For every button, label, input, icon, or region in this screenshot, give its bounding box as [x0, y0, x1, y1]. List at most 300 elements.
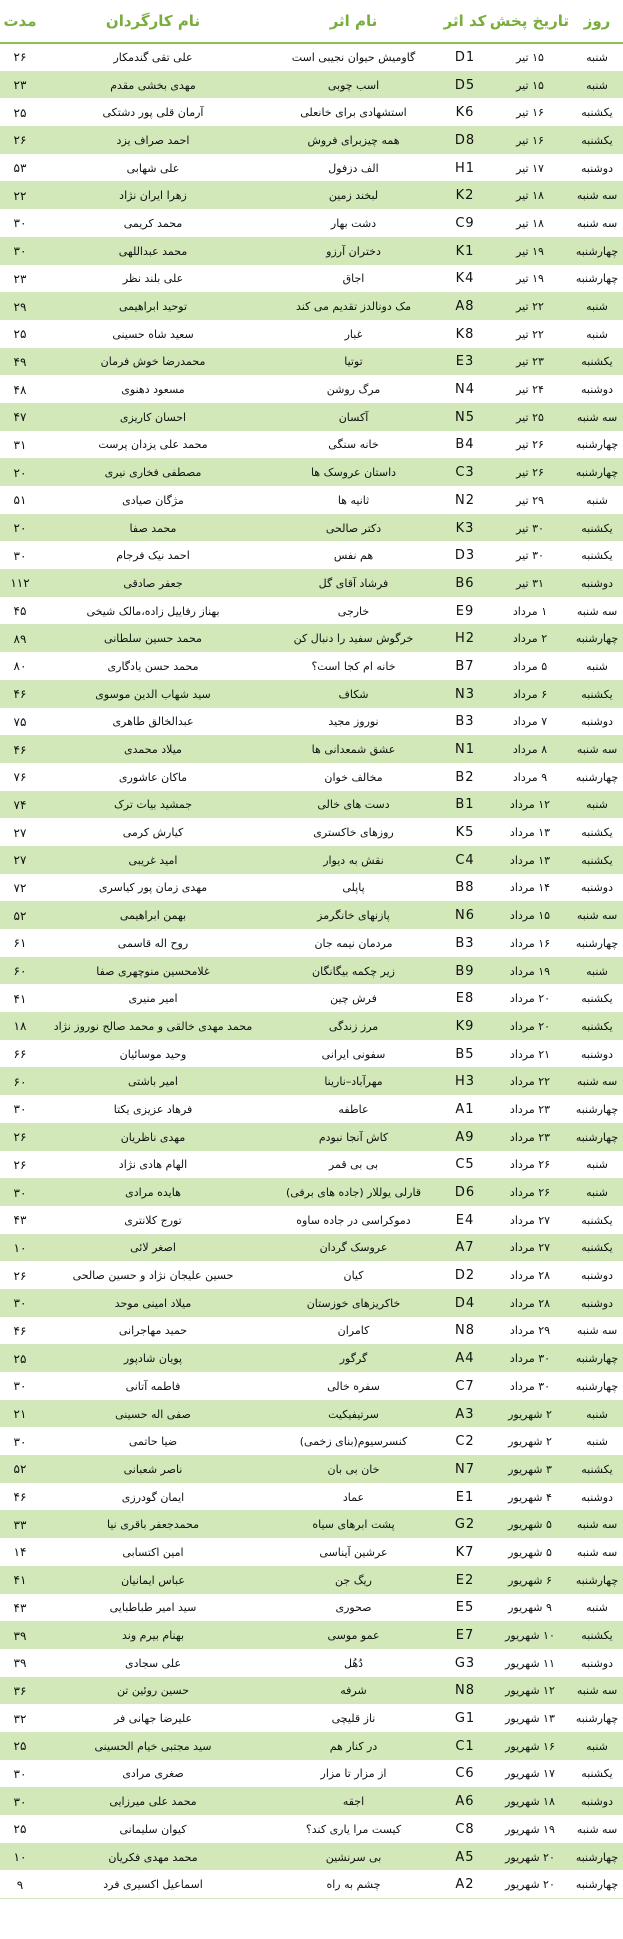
cell-work-title: ناز قلیچی	[266, 1705, 441, 1733]
cell-director: مهدی بخشی مقدم	[40, 71, 266, 99]
cell-day: شنبه	[571, 1151, 623, 1179]
cell-work-code: A5	[441, 1843, 489, 1871]
cell-day: یکشنبه	[571, 1456, 623, 1484]
cell-work-title: کاش آنجا نبودم	[266, 1123, 441, 1151]
table-row	[0, 71, 623, 99]
cell-duration: ۲۶	[0, 43, 40, 71]
cell-director: غلامحسین منوچهری صفا	[40, 957, 266, 985]
cell-work-title: کیست مرا یاری کند؟	[266, 1816, 441, 1844]
cell-day: یکشنبه	[571, 1622, 623, 1650]
cell-broadcast-date: ۴ شهریور	[489, 1483, 571, 1511]
cell-day: شنبه	[571, 1400, 623, 1428]
cell-day: شنبه	[571, 1428, 623, 1456]
cell-day: سه شنبه	[571, 1068, 623, 1096]
cell-work-code: G3	[441, 1649, 489, 1677]
table-row	[0, 293, 623, 321]
table-row	[0, 1511, 623, 1539]
cell-director: محمدجعفر باقری نیا	[40, 1511, 266, 1539]
cell-work-title: پشت ابرهای سیاه	[266, 1511, 441, 1539]
cell-work-code: N8	[441, 1677, 489, 1705]
cell-director: محمد علی یزدان پرست	[40, 431, 266, 459]
cell-broadcast-date: ۱۶ تیر	[489, 127, 571, 155]
cell-work-code: E1	[441, 1483, 489, 1511]
cell-day: شنبه	[571, 320, 623, 348]
cell-duration: ۳۰	[0, 542, 40, 570]
cell-work-code: N2	[441, 487, 489, 515]
cell-director: حسین علیجان نژاد و حسین صالحی	[40, 1262, 266, 1290]
cell-director: امین اکتسابی	[40, 1539, 266, 1567]
cell-work-title: عماد	[266, 1483, 441, 1511]
table-row	[0, 514, 623, 542]
table-row	[0, 930, 623, 958]
cell-work-title: نوروز مجید	[266, 708, 441, 736]
cell-broadcast-date: ۱۹ شهریور	[489, 1816, 571, 1844]
cell-work-title: همه چیزبرای فروش	[266, 127, 441, 155]
table-row	[0, 1123, 623, 1151]
table-row	[0, 1317, 623, 1345]
cell-work-code: G2	[441, 1511, 489, 1539]
cell-duration: ۷۶	[0, 763, 40, 791]
cell-work-title: لبخند زمین	[266, 182, 441, 210]
cell-director: عباس ایمانیان	[40, 1566, 266, 1594]
cell-day: یکشنبه	[571, 846, 623, 874]
cell-day: یکشنبه	[571, 819, 623, 847]
cell-work-code: C4	[441, 846, 489, 874]
cell-duration: ۴۱	[0, 1566, 40, 1594]
cell-work-title: الف دزفول	[266, 154, 441, 182]
cell-work-code: B6	[441, 570, 489, 598]
cell-duration: ۲۵	[0, 1345, 40, 1373]
cell-director: علی شهابی	[40, 154, 266, 182]
cell-broadcast-date: ۱۹ تیر	[489, 265, 571, 293]
table-row	[0, 902, 623, 930]
cell-director: میلاد محمدی	[40, 736, 266, 764]
cell-work-code: B1	[441, 791, 489, 819]
cell-director: صغری مرادی	[40, 1760, 266, 1788]
cell-work-title: دموکراسی در جاده ساوه	[266, 1206, 441, 1234]
cell-director: میلاد امینی موحد	[40, 1289, 266, 1317]
table-row	[0, 708, 623, 736]
cell-director: سعید شاه حسینی	[40, 320, 266, 348]
cell-day: دوشنبه	[571, 1483, 623, 1511]
cell-work-code: N4	[441, 376, 489, 404]
cell-broadcast-date: ۲۳ مرداد	[489, 1123, 571, 1151]
table-row	[0, 265, 623, 293]
table-row	[0, 1539, 623, 1567]
cell-duration: ۲۱	[0, 1400, 40, 1428]
cell-work-title: مهرآباد–نارینا	[266, 1068, 441, 1096]
cell-duration: ۲۳	[0, 265, 40, 293]
cell-work-code: C3	[441, 459, 489, 487]
cell-broadcast-date: ۲ شهریور	[489, 1400, 571, 1428]
cell-work-title: ثانیه ها	[266, 487, 441, 515]
cell-work-code: C7	[441, 1373, 489, 1401]
cell-work-code: K9	[441, 1013, 489, 1041]
cell-work-code: N3	[441, 680, 489, 708]
cell-day: چهارشنبه	[571, 1123, 623, 1151]
cell-broadcast-date: ۲۷ مرداد	[489, 1234, 571, 1262]
table-row	[0, 1705, 623, 1733]
table-row	[0, 1096, 623, 1124]
cell-work-code: K5	[441, 819, 489, 847]
cell-work-title: عشق شمعدانی ها	[266, 736, 441, 764]
cell-work-code: B4	[441, 431, 489, 459]
cell-director: سید شهاب الدین موسوی	[40, 680, 266, 708]
table-row	[0, 487, 623, 515]
cell-work-title: گرگور	[266, 1345, 441, 1373]
cell-day: سه شنبه	[571, 182, 623, 210]
cell-director: محمد حسین سلطانی	[40, 625, 266, 653]
cell-day: چهارشنبه	[571, 930, 623, 958]
table-row	[0, 791, 623, 819]
table-row	[0, 625, 623, 653]
cell-director: حمید مهاجرانی	[40, 1317, 266, 1345]
cell-duration: ۴۵	[0, 597, 40, 625]
cell-broadcast-date: ۹ مرداد	[489, 763, 571, 791]
cell-work-title: عروسک گردان	[266, 1234, 441, 1262]
cell-duration: ۳۰	[0, 237, 40, 265]
cell-director: فرهاد عزیزی یکتا	[40, 1096, 266, 1124]
cell-duration: ۴۶	[0, 680, 40, 708]
cell-work-code: E9	[441, 597, 489, 625]
cell-day: یکشنبه	[571, 985, 623, 1013]
cell-director: محمدرضا خوش فرمان	[40, 348, 266, 376]
cell-director: عبدالخالق طاهری	[40, 708, 266, 736]
cell-duration: ۳۰	[0, 1428, 40, 1456]
cell-work-title: مک دونالدز تقدیم می کند	[266, 293, 441, 321]
cell-work-code: A4	[441, 1345, 489, 1373]
cell-work-code: D2	[441, 1262, 489, 1290]
cell-broadcast-date: ۳۰ تیر	[489, 514, 571, 542]
cell-broadcast-date: ۱۸ شهریور	[489, 1788, 571, 1816]
table-row	[0, 320, 623, 348]
cell-broadcast-date: ۱۳ مرداد	[489, 819, 571, 847]
cell-broadcast-date: ۱ مرداد	[489, 597, 571, 625]
table-row	[0, 1262, 623, 1290]
cell-director: علی تقی گندمکار	[40, 43, 266, 71]
cell-duration: ۳۰	[0, 1289, 40, 1317]
cell-work-code: E7	[441, 1622, 489, 1650]
table-row	[0, 154, 623, 182]
cell-director: کیارش کرمی	[40, 819, 266, 847]
cell-work-title: غبار	[266, 320, 441, 348]
cell-work-title: سفونی ایرانی	[266, 1040, 441, 1068]
table-row	[0, 376, 623, 404]
cell-director: امیر منیری	[40, 985, 266, 1013]
cell-broadcast-date: ۲۶ تیر	[489, 459, 571, 487]
cell-broadcast-date: ۲۳ مرداد	[489, 1096, 571, 1124]
cell-director: امیر باشتی	[40, 1068, 266, 1096]
table-row	[0, 1677, 623, 1705]
cell-work-title: خاکریزهای خوزستان	[266, 1289, 441, 1317]
table-row	[0, 1206, 623, 1234]
header-day: روز	[571, 0, 623, 43]
table-row	[0, 542, 623, 570]
cell-duration: ۴۷	[0, 403, 40, 431]
header-row	[0, 0, 623, 43]
cell-broadcast-date: ۱۸ تیر	[489, 210, 571, 238]
cell-duration: ۶۱	[0, 930, 40, 958]
table-row	[0, 1594, 623, 1622]
cell-director: علی بلند نظر	[40, 265, 266, 293]
cell-day: چهارشنبه	[571, 1566, 623, 1594]
cell-duration: ۳۶	[0, 1677, 40, 1705]
cell-work-code: A2	[441, 1871, 489, 1899]
cell-day: چهارشنبه	[571, 625, 623, 653]
cell-work-code: D8	[441, 127, 489, 155]
table-row	[0, 1234, 623, 1262]
cell-work-code: B3	[441, 930, 489, 958]
cell-duration: ۳۰	[0, 1760, 40, 1788]
cell-work-title: شکاف	[266, 680, 441, 708]
table-row	[0, 846, 623, 874]
cell-broadcast-date: ۳۰ تیر	[489, 542, 571, 570]
table-row	[0, 459, 623, 487]
cell-duration: ۴۳	[0, 1206, 40, 1234]
table-row	[0, 1151, 623, 1179]
cell-broadcast-date: ۵ مرداد	[489, 653, 571, 681]
cell-work-title: دشت بهار	[266, 210, 441, 238]
table-row	[0, 1400, 623, 1428]
cell-duration: ۴۶	[0, 1317, 40, 1345]
cell-broadcast-date: ۹ شهریور	[489, 1594, 571, 1622]
cell-broadcast-date: ۱۲ شهریور	[489, 1677, 571, 1705]
header-duration: مدت	[0, 0, 40, 43]
cell-broadcast-date: ۳۰ مرداد	[489, 1373, 571, 1401]
cell-work-title: دکتر صالحی	[266, 514, 441, 542]
cell-broadcast-date: ۱۲ مرداد	[489, 791, 571, 819]
cell-director: اصغر لائی	[40, 1234, 266, 1262]
cell-broadcast-date: ۲۶ مرداد	[489, 1151, 571, 1179]
cell-broadcast-date: ۱۶ شهریور	[489, 1732, 571, 1760]
cell-day: شنبه	[571, 293, 623, 321]
cell-duration: ۳۹	[0, 1649, 40, 1677]
cell-work-code: K7	[441, 1539, 489, 1567]
cell-broadcast-date: ۳۰ مرداد	[489, 1345, 571, 1373]
cell-day: یکشنبه	[571, 1760, 623, 1788]
header-work-title: نام اثر	[266, 0, 441, 43]
cell-day: شنبه	[571, 957, 623, 985]
cell-work-title: نقش به دیوار	[266, 846, 441, 874]
cell-work-code: H3	[441, 1068, 489, 1096]
cell-work-code: E5	[441, 1594, 489, 1622]
cell-work-title: عمو موسی	[266, 1622, 441, 1650]
cell-work-title: گاومیش حیوان نجیبی است	[266, 43, 441, 71]
cell-director: بهنام بیرم وند	[40, 1622, 266, 1650]
cell-broadcast-date: ۲۰ مرداد	[489, 985, 571, 1013]
cell-director: سید مجتبی خیام الحسینی	[40, 1732, 266, 1760]
cell-work-title: فرشاد آقای گل	[266, 570, 441, 598]
cell-broadcast-date: ۱۹ مرداد	[489, 957, 571, 985]
cell-work-code: D3	[441, 542, 489, 570]
cell-duration: ۵۳	[0, 154, 40, 182]
cell-duration: ۳۲	[0, 1705, 40, 1733]
table-row	[0, 1345, 623, 1373]
cell-duration: ۴۱	[0, 985, 40, 1013]
cell-director: توحید ابراهیمی	[40, 293, 266, 321]
table-row	[0, 763, 623, 791]
cell-work-title: روزهای خاکستری	[266, 819, 441, 847]
cell-broadcast-date: ۲۷ مرداد	[489, 1206, 571, 1234]
cell-work-title: داستان عروسک ها	[266, 459, 441, 487]
cell-day: چهارشنبه	[571, 763, 623, 791]
cell-broadcast-date: ۱۶ تیر	[489, 99, 571, 127]
cell-director: ضیا حاتمی	[40, 1428, 266, 1456]
cell-broadcast-date: ۱۹ تیر	[489, 237, 571, 265]
cell-duration: ۷۲	[0, 874, 40, 902]
cell-director: ایمان گودرزی	[40, 1483, 266, 1511]
cell-duration: ۳۰	[0, 1373, 40, 1401]
cell-duration: ۲۰	[0, 514, 40, 542]
cell-day: یکشنبه	[571, 514, 623, 542]
cell-director: محمد عبداللهی	[40, 237, 266, 265]
table-row	[0, 1040, 623, 1068]
cell-day: چهارشنبه	[571, 265, 623, 293]
cell-work-code: D5	[441, 71, 489, 99]
cell-day: چهارشنبه	[571, 1705, 623, 1733]
cell-work-title: دُهُل	[266, 1649, 441, 1677]
cell-duration: ۱۰	[0, 1234, 40, 1262]
cell-director: علیرضا جهانی فر	[40, 1705, 266, 1733]
cell-broadcast-date: ۳ شهریور	[489, 1456, 571, 1484]
cell-work-code: N1	[441, 736, 489, 764]
cell-duration: ۳۰	[0, 1788, 40, 1816]
cell-day: شنبه	[571, 1179, 623, 1207]
header-broadcast-date: تاریخ پخش	[489, 0, 571, 43]
cell-day: سه شنبه	[571, 1511, 623, 1539]
table-row	[0, 1456, 623, 1484]
cell-day: یکشنبه	[571, 542, 623, 570]
cell-director: جمشید بیات ترک	[40, 791, 266, 819]
cell-director: سید امیر طباطبایی	[40, 1594, 266, 1622]
cell-work-title: چشم به راه	[266, 1871, 441, 1899]
cell-director: مصطفی فخاری نیری	[40, 459, 266, 487]
cell-day: چهارشنبه	[571, 431, 623, 459]
cell-day: شنبه	[571, 791, 623, 819]
table-row	[0, 237, 623, 265]
cell-work-title: آکسان	[266, 403, 441, 431]
cell-day: چهارشنبه	[571, 459, 623, 487]
cell-work-title: خانه ام کجا است؟	[266, 653, 441, 681]
cell-broadcast-date: ۲۸ مرداد	[489, 1262, 571, 1290]
cell-duration: ۵۲	[0, 902, 40, 930]
cell-work-code: K8	[441, 320, 489, 348]
cell-duration: ۲۶	[0, 127, 40, 155]
cell-director: زهرا ایران نژاد	[40, 182, 266, 210]
cell-work-title: بی بی قمر	[266, 1151, 441, 1179]
cell-duration: ۴۶	[0, 1483, 40, 1511]
cell-work-title: دختران آرزو	[266, 237, 441, 265]
cell-day: چهارشنبه	[571, 237, 623, 265]
cell-day: سه شنبه	[571, 1677, 623, 1705]
cell-broadcast-date: ۱۰ شهریور	[489, 1622, 571, 1650]
cell-day: شنبه	[571, 71, 623, 99]
cell-director: آرمان قلی پور دشتکی	[40, 99, 266, 127]
cell-day: سه شنبه	[571, 210, 623, 238]
cell-work-title: عرشین آیناسی	[266, 1539, 441, 1567]
cell-work-title: خان بی بان	[266, 1456, 441, 1484]
cell-work-code: E4	[441, 1206, 489, 1234]
cell-day: شنبه	[571, 653, 623, 681]
cell-duration: ۲۶	[0, 1262, 40, 1290]
cell-work-code: C2	[441, 1428, 489, 1456]
cell-duration: ۳۰	[0, 1096, 40, 1124]
table-row	[0, 43, 623, 71]
cell-director: هایده مرادی	[40, 1179, 266, 1207]
cell-broadcast-date: ۱۳ مرداد	[489, 846, 571, 874]
table-row	[0, 127, 623, 155]
cell-duration: ۳۹	[0, 1622, 40, 1650]
cell-work-title: کامران	[266, 1317, 441, 1345]
table-row	[0, 1013, 623, 1041]
cell-broadcast-date: ۲۲ تیر	[489, 320, 571, 348]
cell-work-title: کنسرسیوم(بنای زخمی)	[266, 1428, 441, 1456]
cell-director: علی سجادی	[40, 1649, 266, 1677]
cell-work-code: C9	[441, 210, 489, 238]
cell-work-code: C8	[441, 1816, 489, 1844]
cell-work-title: خانه سنگی	[266, 431, 441, 459]
cell-work-code: K6	[441, 99, 489, 127]
cell-director: ناصر شعبانی	[40, 1456, 266, 1484]
cell-broadcast-date: ۲۰ شهریور	[489, 1871, 571, 1899]
cell-duration: ۲۵	[0, 1816, 40, 1844]
cell-work-code: B3	[441, 708, 489, 736]
cell-broadcast-date: ۲۳ تیر	[489, 348, 571, 376]
cell-day: شنبه	[571, 1594, 623, 1622]
cell-work-code: K2	[441, 182, 489, 210]
cell-director: محمد مهدی خالقی و محمد صالح نوروز نژاد	[40, 1013, 266, 1041]
cell-work-code: N5	[441, 403, 489, 431]
table-row	[0, 182, 623, 210]
cell-day: دوشنبه	[571, 1788, 623, 1816]
cell-duration: ۲۶	[0, 1151, 40, 1179]
cell-work-title: سفره خالی	[266, 1373, 441, 1401]
cell-work-code: A1	[441, 1096, 489, 1124]
cell-director: محمد علی میرزایی	[40, 1788, 266, 1816]
cell-director: مهدی زمان پور کیاسری	[40, 874, 266, 902]
cell-day: دوشنبه	[571, 1289, 623, 1317]
cell-day: چهارشنبه	[571, 1871, 623, 1899]
cell-director: مسعود دهنوی	[40, 376, 266, 404]
cell-work-title: پازنهای خانگرمز	[266, 902, 441, 930]
table-body	[0, 43, 623, 1899]
cell-duration: ۲۲	[0, 182, 40, 210]
table-row	[0, 1843, 623, 1871]
cell-day: دوشنبه	[571, 570, 623, 598]
cell-work-code: B7	[441, 653, 489, 681]
cell-work-title: صحوری	[266, 1594, 441, 1622]
header-work-code: کد اثر	[441, 0, 489, 43]
cell-duration: ۷۴	[0, 791, 40, 819]
cell-work-code: K1	[441, 237, 489, 265]
cell-work-code: B9	[441, 957, 489, 985]
cell-broadcast-date: ۲۶ مرداد	[489, 1179, 571, 1207]
cell-work-code: B5	[441, 1040, 489, 1068]
cell-work-title: ریگ جن	[266, 1566, 441, 1594]
cell-broadcast-date: ۶ مرداد	[489, 680, 571, 708]
cell-work-title: فرش چین	[266, 985, 441, 1013]
cell-duration: ۲۶	[0, 1123, 40, 1151]
cell-work-title: مرگ روشن	[266, 376, 441, 404]
cell-duration: ۲۹	[0, 293, 40, 321]
table-row	[0, 1816, 623, 1844]
cell-day: دوشنبه	[571, 874, 623, 902]
cell-work-code: N8	[441, 1317, 489, 1345]
cell-day: شنبه	[571, 1732, 623, 1760]
cell-broadcast-date: ۲۲ مرداد	[489, 1068, 571, 1096]
cell-day: دوشنبه	[571, 1649, 623, 1677]
cell-director: جعفر صادقی	[40, 570, 266, 598]
